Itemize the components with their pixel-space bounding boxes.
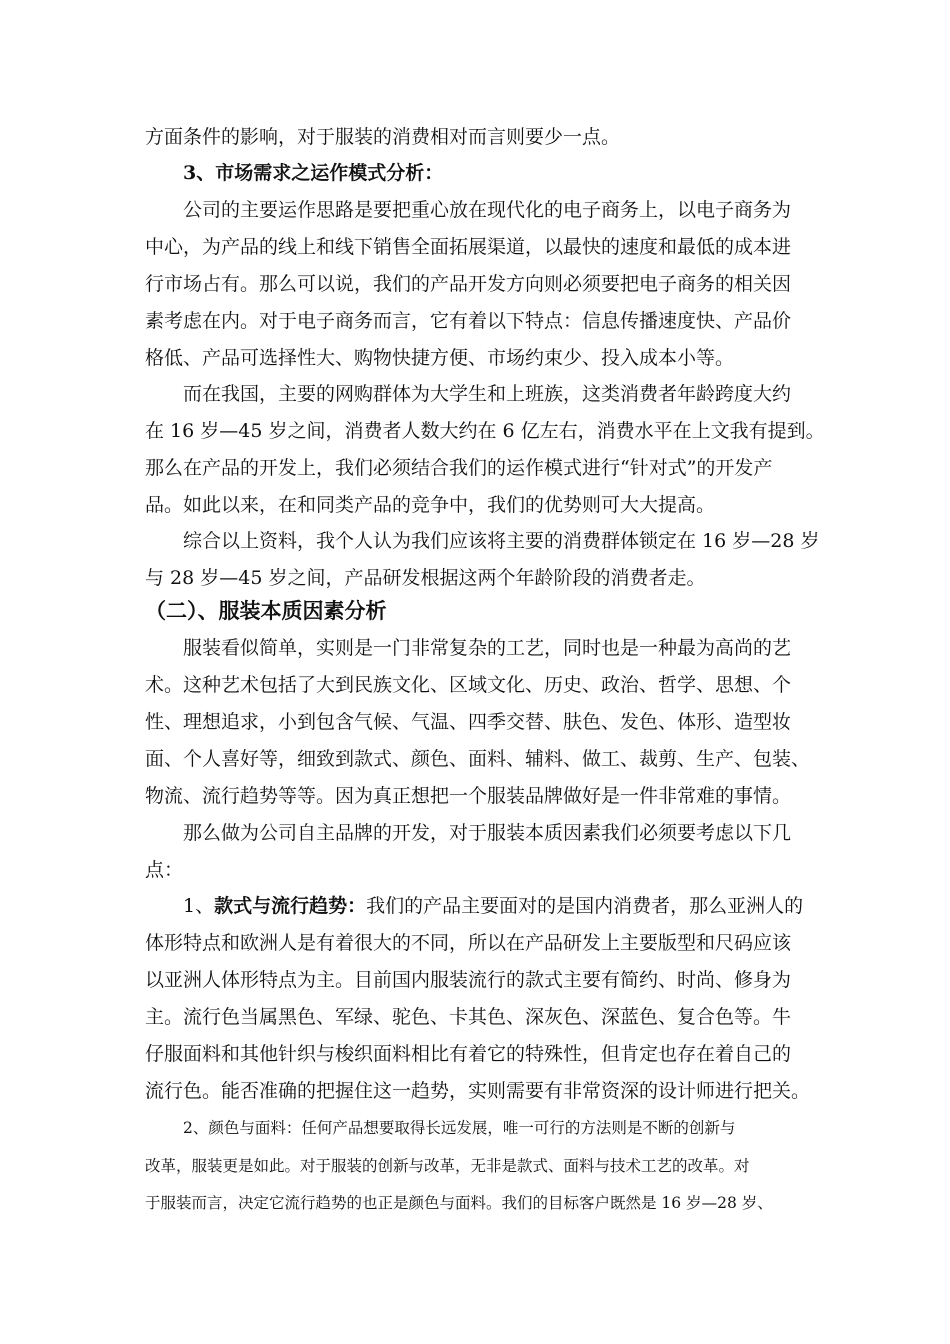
body-line: 公司的主要运作思路是要把重心放在现代化的电子商务上，以电子商务为 <box>183 199 792 221</box>
body-line: 品。如此以来，在和同类产品的竞争中，我们的优势则可大大提高。 <box>145 494 716 516</box>
body-line: 行市场占有。那么可以说，我们的产品开发方向则必须要把电子商务的相关因 <box>145 273 792 295</box>
body-line: 仔服面料和其他针织与梭织面料相比有着它的特殊性，但肯定也存在着自己的 <box>145 1043 792 1065</box>
point-2-line: 改革，服装更是如此。对于服装的创新与改革，无非是款式、面料与技术工艺的改革。对 <box>145 1157 750 1175</box>
body-line: 术。这种艺术包括了大到民族文化、区域文化、历史、政治、哲学、思想、个 <box>145 674 792 696</box>
body-line: 在 16 岁—45 岁之间，消费者人数大约在 6 亿左右，消费水平在上文我有提到。 <box>145 420 825 442</box>
body-line: 素考虑在内。对于电子商务而言，它有着以下特点：信息传播速度快、产品价 <box>145 310 792 332</box>
point-1-number: 1、 <box>183 895 215 917</box>
body-line: 综合以上资料，我个人认为我们应该将主要的消费群体锁定在 16 岁—28 岁 <box>183 530 820 552</box>
body-line: 性、理想追求，小到包含气候、气温、四季交替、肤色、发色、体形、造型妆 <box>145 711 792 733</box>
body-line: 而在我国，主要的网购群体为大学生和上班族，这类消费者年龄跨度大约 <box>183 383 792 405</box>
point-2-line: 2、颜色与面料：任何产品想要取得长远发展，唯一可行的方法则是不断的创新与 <box>183 1119 736 1137</box>
body-line: 那么在产品的开发上，我们必须结合我们的运作模式进行“针对式”的开发产 <box>145 457 773 479</box>
point-2-line: 于服装而言，决定它流行趋势的也正是颜色与面料。我们的目标客户既然是 16 岁—28 岁、 <box>145 1194 773 1212</box>
point-1-label: 款式与流行趋势： <box>214 895 367 917</box>
body-line: 服装看似简单，实则是一门非常复杂的工艺，同时也是一种最为高尚的艺 <box>183 637 792 659</box>
body-line: 体形特点和欧洲人是有着很大的不同，所以在产品研发上主要版型和尺码应该 <box>145 932 792 954</box>
subheading-market-operation: 3、市场需求之运作模式分析： <box>183 162 444 184</box>
body-line: 方面条件的影响，对于服装的消费相对而言则要少一点。 <box>145 126 621 148</box>
body-line: 中心，为产品的线上和线下销售全面拓展渠道，以最快的速度和最低的成本进 <box>145 236 792 258</box>
body-line: 面、个人喜好等，细致到款式、颜色、面料、辅料、做工、裁剪、生产、包装、 <box>145 748 811 770</box>
body-line: 那么做为公司自主品牌的开发，对于服装本质因素我们必须要考虑以下几 <box>183 822 792 844</box>
body-line: 物流、流行趋势等等。因为真正想把一个服装品牌做好是一件非常难的事情。 <box>145 785 792 807</box>
point-1-text: 我们的产品主要面对的是国内消费者，那么亚洲人的 <box>366 895 804 917</box>
body-line: 流行色。能否准确的把握住这一趋势，实则需要有非常资深的设计师进行把关。 <box>145 1080 811 1102</box>
body-line: 以亚洲人体形特点为主。目前国内服装流行的款式主要有简约、时尚、修身为 <box>145 969 792 991</box>
body-line: 格低、产品可选择性大、购物快捷方便、市场约束少、投入成本小等。 <box>145 347 735 369</box>
body-line: 与 28 岁—45 岁之间，产品研发根据这两个年龄阶段的消费者走。 <box>145 567 706 589</box>
section-heading: （二）、服装本质因素分析 <box>145 598 387 623</box>
point-1-first-line <box>183 893 810 919</box>
body-line: 主。流行色当属黑色、军绿、驼色、卡其色、深灰色、深蓝色、复合色等。牛 <box>145 1006 792 1028</box>
body-line: 点： <box>145 859 184 881</box>
